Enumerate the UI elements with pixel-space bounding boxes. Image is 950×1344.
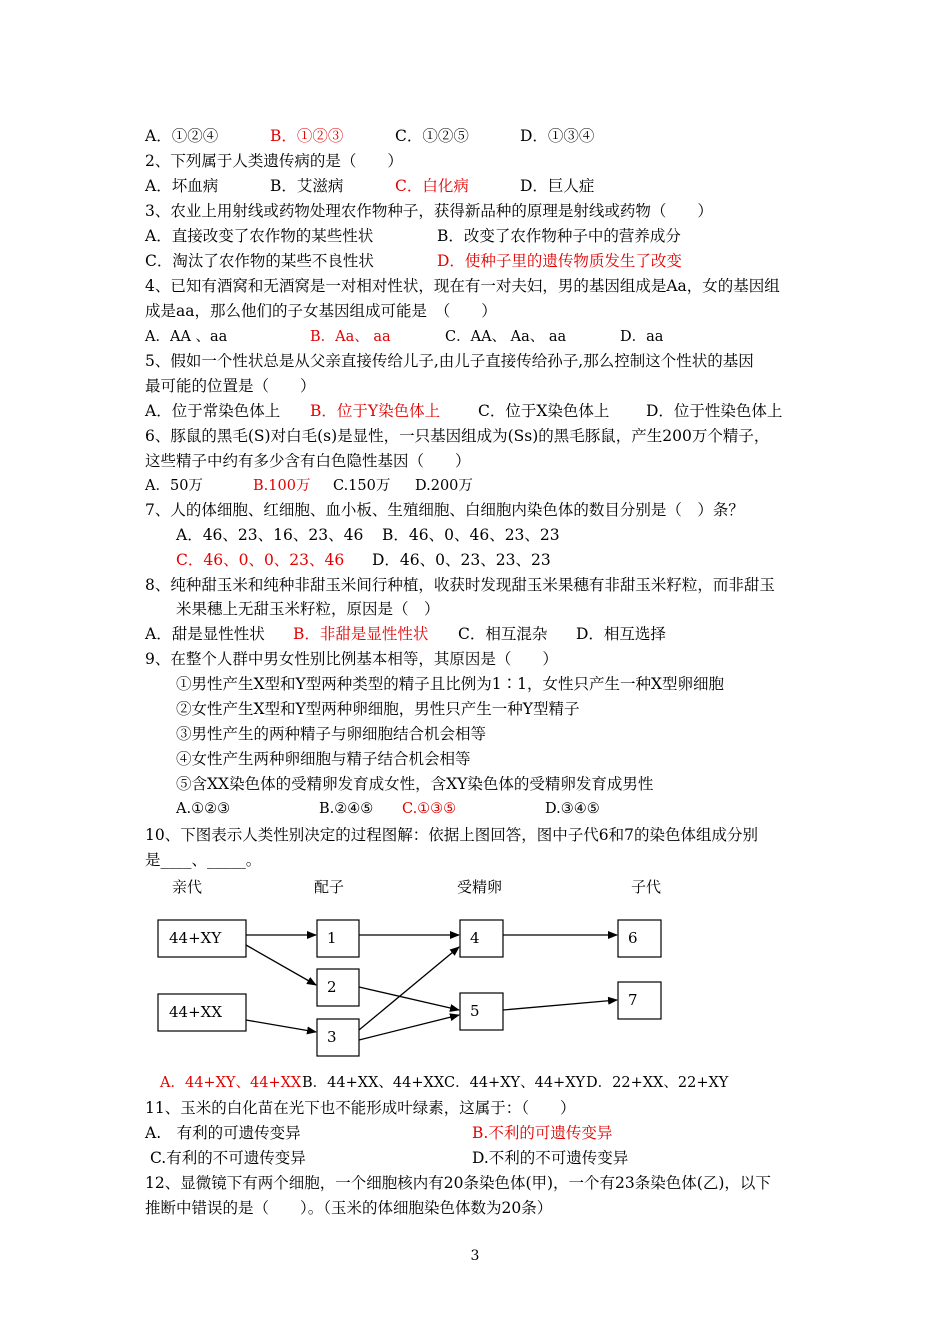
- q7-option-a: A．46、23、16、23、46: [176, 526, 364, 544]
- q10-option-d: D．22+XX、22+XY: [586, 1075, 729, 1091]
- q8-options: [145, 624, 666, 644]
- q4-option-c: C．AA、 Aa、 aa: [445, 329, 567, 345]
- q4-option-b-answer: B．Aa、 aa: [310, 329, 391, 345]
- offspring-box-7: [618, 982, 661, 1019]
- zygote-box-4: [460, 920, 503, 957]
- q4-option-a: A．AA 、aa: [145, 329, 228, 345]
- header-gamete: 配子: [314, 878, 345, 896]
- arrow-3-to-4: [359, 947, 459, 1030]
- q6-stem-line2: 这些精子中约有多少含有白色隐性基因（ ）: [145, 452, 471, 470]
- q2-stem: 2、下列属于人类遗传病的是（ ）: [145, 152, 403, 170]
- q4-option-d: D．aa: [620, 329, 664, 345]
- q8-option-a: A．甜是显性性状: [145, 625, 265, 643]
- q9-item-5: ⑤含XX染色体的受精卵发育成女性，含XY染色体的受精卵发育成男性: [176, 775, 654, 793]
- q6-option-c: C.150万: [333, 478, 391, 494]
- q12-stem-line2: 推断中错误的是（ ）。（玉米的体细胞染色体数为20条）: [145, 1199, 553, 1217]
- q9-option-a: A.①②③: [176, 801, 231, 817]
- q7-option-c-answer: C．46、0、0、23、46: [176, 551, 345, 569]
- q12-stem-line1: 12、显微镜下有两个细胞，一个细胞核内有20条染色体(甲)，一个有23条染色体(乙)，以下: [145, 1174, 771, 1192]
- offspring-box-6: [618, 920, 661, 957]
- q3-options-row2: [145, 251, 682, 271]
- header-parent: 亲代: [172, 878, 203, 896]
- q9-option-b: B.②④⑤: [319, 801, 374, 817]
- q7-stem: 7、人的体细胞、红细胞、血小板、生殖细胞、白细胞内染色体的数目分别是（ ）条？: [145, 501, 744, 519]
- arrow-female-to-3: [246, 1020, 316, 1032]
- q11-option-d: D.不利的不可遗传变异: [472, 1149, 629, 1167]
- gamete-label-3: 3: [327, 1028, 337, 1046]
- header-zygote: 受精卵: [457, 878, 503, 896]
- gamete-box-3: [317, 1019, 359, 1056]
- q10-option-a-answer: A．44+XY、44+XX: [160, 1075, 302, 1091]
- q3-option-d-answer: D．使种子里的遗传物质发生了改变: [437, 252, 682, 270]
- q2-option-d: D．巨人症: [520, 177, 595, 195]
- q9-item-3: ③男性产生的两种精子与卵细胞结合机会相等: [176, 725, 487, 743]
- q9-options: [176, 799, 600, 819]
- q8-stem-line1: 8、纯种甜玉米和纯种非甜玉米间行种植，收获时发现甜玉米果穗有非甜玉米籽粒，而非甜玉: [145, 576, 775, 594]
- q6-option-b-answer: B.100万: [253, 478, 311, 494]
- q11-option-c: C.有利的不可遗传变异: [150, 1149, 306, 1167]
- q9-stem: 9、在整个人群中男女性别比例基本相等，其原因是（ ）: [145, 650, 558, 668]
- q6-option-d: D.200万: [415, 478, 473, 494]
- q3-option-c: C．淘汰了农作物的某些不良性状: [145, 252, 374, 270]
- q9-item-2: ②女性产生X型和Y型两种卵细胞，男性只产生一种Y型精子: [176, 700, 580, 718]
- zygote-box-5: [460, 993, 503, 1030]
- q8-option-b-answer: B．非甜是显性性状: [293, 625, 429, 643]
- parent-male-label: 44+XY: [169, 929, 222, 947]
- q3-option-a: A．直接改变了农作物的某些性状: [145, 227, 374, 245]
- gamete-box-1: [317, 920, 359, 957]
- q9-item-4: ④女性产生两种卵细胞与精子结合机会相等: [176, 750, 471, 768]
- q11-option-a: A. 有利的可遗传变异: [145, 1124, 301, 1142]
- q7-options-row2: [176, 550, 551, 570]
- gamete-label-2: 2: [327, 978, 337, 996]
- zygote-label-5: 5: [470, 1002, 480, 1020]
- q10-stem-line2: 是____、_____。: [145, 851, 262, 869]
- q2-option-b: B．艾滋病: [270, 177, 344, 195]
- offspring-label-6: 6: [628, 929, 638, 947]
- gamete-label-1: 1: [327, 929, 337, 947]
- q8-option-d: D．相互选择: [576, 625, 666, 643]
- arrow-male-to-2: [246, 945, 316, 985]
- q5-stem-line2: 最可能的位置是（ ）: [145, 377, 316, 395]
- q3-options-row1: [145, 226, 681, 246]
- q5-option-c: C．位于X染色体上: [478, 402, 610, 420]
- q10-stem-line1: 10、下图表示人类性别决定的过程图解：依据上图回答，图中子代6和7的染色体组成分别: [145, 826, 758, 844]
- q7-option-b: B．46、0、46、23、23: [382, 526, 560, 544]
- arrow-2-to-5: [359, 987, 459, 1010]
- q1-options: [145, 126, 594, 146]
- arrow-5-to-7: [503, 1000, 617, 1010]
- q10-option-c: C．44+XY、44+XY: [444, 1075, 586, 1091]
- q5-option-b-answer: B．位于Y染色体上: [310, 402, 441, 420]
- q5-option-d: D．位于性染色体上: [646, 402, 783, 420]
- q3-option-b: B．改变了农作物种子中的营养成分: [437, 227, 681, 245]
- q11-option-b-answer: B.不利的可遗传变异: [472, 1124, 613, 1142]
- q9-option-d: D.③④⑤: [545, 801, 600, 817]
- q10-options: [160, 1073, 728, 1093]
- parent-female-label: 44+XX: [169, 1003, 223, 1021]
- q4-options: [145, 327, 663, 347]
- q11-stem: 11、玉米的白化苗在光下也不能形成叶绿素，这属于：（ ）: [145, 1099, 576, 1117]
- q2-option-a: A．坏血病: [145, 177, 219, 195]
- q6-stem-line1: 6、豚鼠的黑毛(S)对白毛(s)是显性，一只基因组成为(Ss)的黑毛豚鼠，产生200万个精子，: [145, 427, 770, 445]
- zygote-label-4: 4: [470, 929, 480, 947]
- q5-options: [145, 401, 782, 421]
- q11-options-row2: [150, 1148, 628, 1168]
- q1-option-c: C．①②⑤: [395, 127, 469, 145]
- header-offspring: 子代: [631, 878, 662, 896]
- q6-option-a: A．50万: [145, 478, 203, 494]
- q4-stem-line2: 成是aa，那么他们的子女基因组成可能是 （ ）: [145, 302, 497, 320]
- page-number: 3: [470, 1248, 480, 1264]
- q1-option-d: D．①③④: [520, 127, 595, 145]
- sex-determination-diagram: [145, 875, 705, 1065]
- q4-stem-line1: 4、已知有酒窝和无酒窝是一对相对性状，现在有一对夫妇，男的基因组成是Aa，女的基因组: [145, 277, 780, 295]
- q5-stem-line1: 5、假如一个性状总是从父亲直接传给儿子,由儿子直接传给孙子,那么控制这个性状的基因: [145, 352, 754, 370]
- q8-option-c: C．相互混杂: [458, 625, 548, 643]
- q2-options: [145, 176, 594, 196]
- q11-options-row1: [145, 1123, 612, 1143]
- q7-options-row1: [176, 525, 560, 545]
- q10-option-b: B．44+XX、44+XX: [302, 1075, 445, 1091]
- offspring-label-7: 7: [628, 991, 638, 1009]
- q5-option-a: A．位于常染色体上: [145, 402, 281, 420]
- q1-option-a: A．①②④: [145, 127, 219, 145]
- q8-stem-line2: 米果穗上无甜玉米籽粒，原因是（ ）: [176, 600, 440, 618]
- q9-option-c-answer: C.①③⑤: [402, 801, 457, 817]
- q1-option-b-answer: B．①②③: [270, 127, 344, 145]
- q9-item-1: ①男性产生X型和Y型两种类型的精子且比例为1∶1，女性只产生一种X型卵细胞: [176, 675, 725, 693]
- arrow-3-to-5: [359, 1015, 459, 1040]
- q2-option-c-answer: C．白化病: [395, 177, 469, 195]
- q7-option-d: D．46、0、23、23、23: [372, 551, 551, 569]
- q6-options: [145, 476, 473, 496]
- gamete-box-2: [317, 969, 359, 1006]
- q3-stem: 3、农业上用射线或药物处理农作物种子，获得新品种的原理是射线或药物（ ）: [145, 202, 713, 220]
